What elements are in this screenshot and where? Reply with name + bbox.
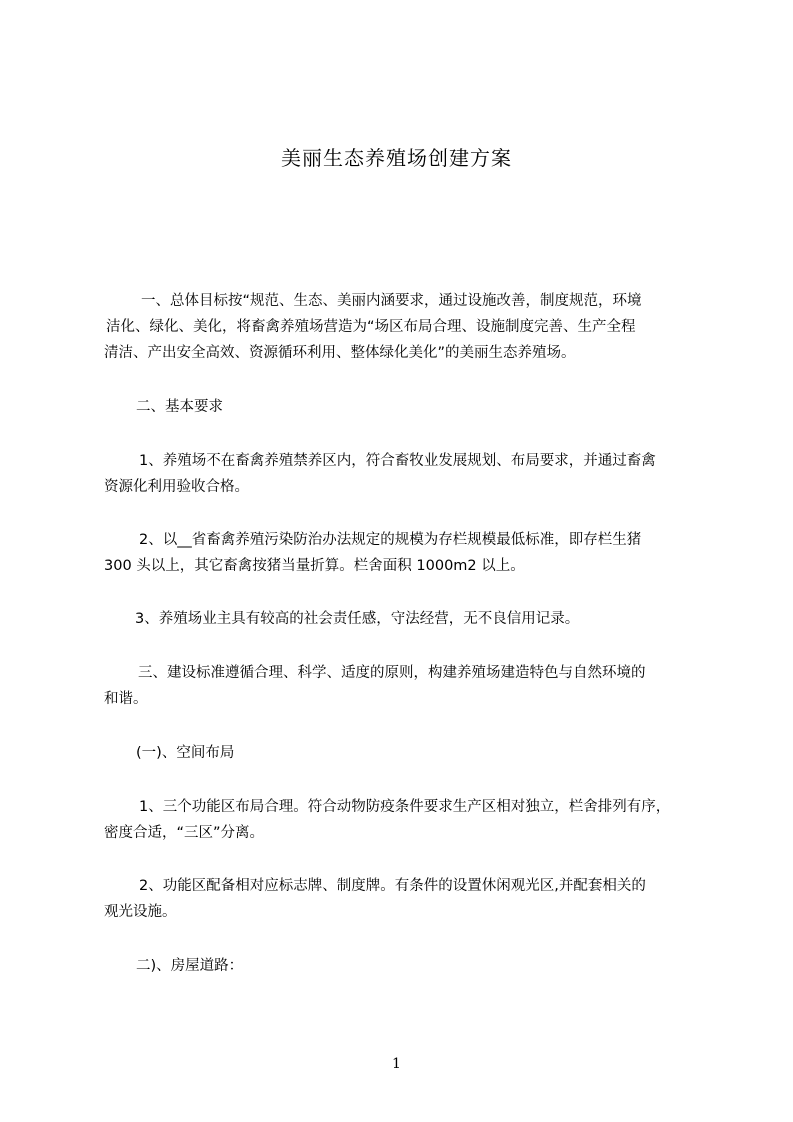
paragraph-line: 二、基本要求 xyxy=(136,399,223,415)
paragraph-line: 洁化、绿化、美化，将畜禽养殖场营造为“场区布局合理、设施制度完善、生产全程 xyxy=(106,319,636,335)
paragraph-line: 一、总体目标按“规范、生态、美丽内涵要求，通过设施改善，制度规范，环境 xyxy=(141,293,642,309)
paragraph-layout-2 xyxy=(104,873,704,925)
paragraph-line: (一)、空间布局 xyxy=(136,745,235,761)
paragraph-line: 2、以__省畜禽养殖污染防治办法规定的规模为存栏规模最低标准，即存栏生猪 xyxy=(139,532,642,548)
paragraph-line: 1、三个功能区布局合理。符合动物防疫条件要求生产区相对独立，栏舍排列有序， xyxy=(139,799,671,815)
paragraph-layout-1 xyxy=(104,794,704,846)
paragraph-line: 三、建设标准遵循合理、科学、适度的原则，构建养殖场建造特色与自然环境的 xyxy=(138,665,646,681)
heading-spatial-layout xyxy=(104,740,704,766)
paragraph-line: 和谐。 xyxy=(104,691,148,707)
paragraph-line: 2、功能区配备相对应标志牌、制度牌。有条件的设置休闲观光区,并配套相关的 xyxy=(139,878,646,894)
paragraph-line: 300 头以上，其它畜禽按猪当量折算。栏舍面积 1000m2 以上。 xyxy=(104,558,525,574)
paragraph-line: 二)、房屋道路： xyxy=(136,958,244,974)
document-title: 美丽生态养殖场创建方案 xyxy=(281,146,512,170)
paragraph-overall-goal xyxy=(104,288,704,366)
paragraph-requirement-1 xyxy=(104,448,704,500)
heading-basic-requirements xyxy=(104,394,704,420)
paragraph-line: 清洁、产出安全高效、资源循环利用、整体绿化美化”的美丽生态养殖场。 xyxy=(104,345,576,361)
paragraph-line: 3、养殖场业主具有较高的社会责任感，守法经营，无不良信用记录。 xyxy=(135,611,580,627)
paragraph-construction-standard xyxy=(104,660,704,712)
paragraph-requirement-3 xyxy=(104,606,704,632)
heading-buildings-roads xyxy=(104,953,704,979)
paragraph-requirement-2 xyxy=(104,527,704,579)
page-number: 1 xyxy=(392,1056,401,1072)
paragraph-line: 密度合适，“三区”分离。 xyxy=(104,825,265,841)
paragraph-line: 资源化利用验收合格。 xyxy=(104,479,249,495)
paragraph-line: 观光设施。 xyxy=(104,904,177,920)
paragraph-line: 1、养殖场不在畜禽养殖禁养区内，符合畜牧业发展规划、布局要求，并通过畜禽 xyxy=(139,453,656,469)
